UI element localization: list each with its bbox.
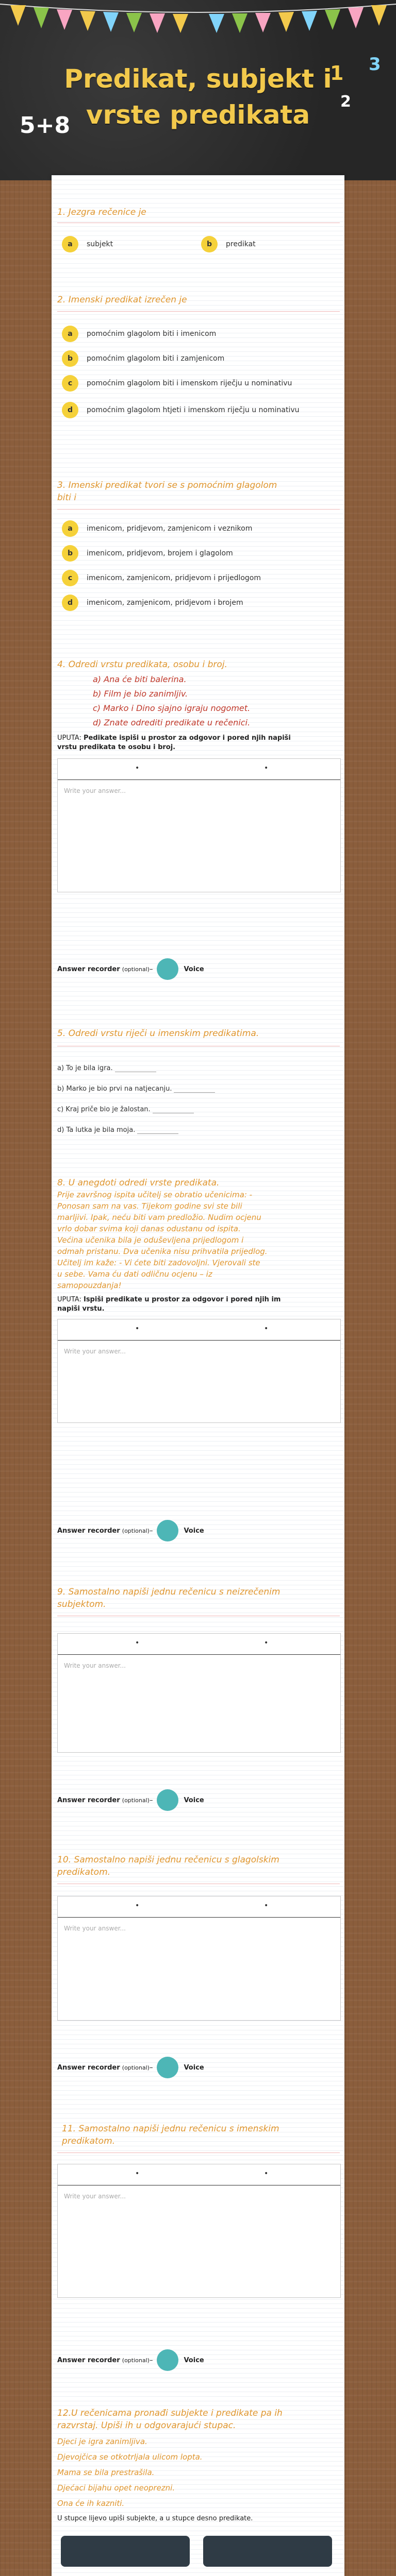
anecdote-line: odmah pristanu. Dva učenika nisu prihvatila prijedlog. <box>57 1247 268 1256</box>
anecdote-line: Većina učenika bila je oduševljena prijedlogom i <box>57 1235 244 1245</box>
question-3-text <box>57 479 340 504</box>
answer-placeholder: Write your answer... <box>64 2193 126 2200</box>
recorder-optional: (optional) <box>122 2064 150 2071</box>
recorder-voice: Voice <box>184 1527 204 1535</box>
question-1-text: 1. Jezgra rečenice je <box>57 207 146 217</box>
answer-toolbar: • • <box>58 1319 340 1341</box>
recorder-optional: (optional) <box>122 1797 150 1804</box>
recorder-label: Answer recorder <box>57 1527 120 1535</box>
fill-blank[interactable] <box>137 1133 178 1134</box>
option-label: predikat <box>226 240 256 248</box>
recorder-dash: – <box>149 2063 153 2072</box>
option-badge: a <box>62 326 78 342</box>
q10-answer-box[interactable] <box>57 1896 341 2021</box>
option-label: pomoćnim glagolom htjeti i imenskom riječju u nominativu <box>87 406 300 414</box>
q2-option-d[interactable] <box>62 402 340 418</box>
answer-placeholder: Write your answer... <box>64 787 126 794</box>
recorder-voice: Voice <box>184 1796 204 1804</box>
q9-answer-box[interactable] <box>57 1633 341 1753</box>
instruction-prefix: UPUTA: <box>57 734 84 742</box>
bunting-decoration <box>0 0 396 36</box>
question-11-line-1: 11. Samostalno napiši jednu rečenicu s imenskim <box>62 2124 279 2134</box>
question-4-text: 4. Odredi vrstu predikata, osobu i broj. <box>57 659 227 670</box>
recorder-voice: Voice <box>184 2063 204 2072</box>
recorder-dash: – <box>149 1796 153 1804</box>
q3-option-b[interactable] <box>62 545 340 562</box>
fill-blank[interactable] <box>115 1071 156 1072</box>
option-badge: b <box>62 350 78 367</box>
option-label: imenicom, zamjenicom, pridjevom i prijedlogom <box>87 574 261 582</box>
question-3-line-1: 3. Imenski predikat tvori se s pomoćnim glagolom <box>57 480 277 490</box>
recorder-dash: – <box>149 2356 153 2364</box>
recorder-label: Answer recorder <box>57 2356 120 2364</box>
q2-option-a[interactable] <box>62 326 340 342</box>
question-2-text: 2. Imenski predikat izrečen je <box>57 295 187 305</box>
chalk-number-3: 3 <box>369 54 381 75</box>
recorder-optional: (optional) <box>122 1527 150 1534</box>
question-3-line-2: biti i <box>57 493 77 503</box>
answer-toolbar: • • <box>58 759 340 780</box>
question-9-line-2: subjektom. <box>57 1599 106 1609</box>
question-12-text <box>57 2407 340 2432</box>
option-label: pomoćnim glagolom biti i zamjenicom <box>87 354 225 363</box>
q3-option-c[interactable] <box>62 570 340 586</box>
sentence: Djećaci bijahu opet neoprezni. <box>57 2483 175 2493</box>
instruction-line-2: napiši vrstu. <box>57 1305 105 1313</box>
q5-item-d[interactable] <box>57 1126 178 1134</box>
option-label: subjekt <box>87 240 113 248</box>
chalk-math-left: 5+8 <box>20 112 71 139</box>
q4-item-d: d) Znate odrediti predikate u rečenici. <box>93 718 251 727</box>
sentence: Mama se bila prestrašila. <box>57 2468 155 2477</box>
question-9-text <box>57 1586 340 1611</box>
q4-instruction <box>57 734 340 752</box>
question-11-text <box>62 2123 344 2147</box>
chalk-number-1: 1 <box>330 62 344 84</box>
option-badge: a <box>62 236 78 252</box>
record-button[interactable] <box>157 2057 178 2078</box>
q2-option-b[interactable] <box>62 350 340 367</box>
q3-option-a[interactable] <box>62 520 340 537</box>
anecdote-line: u sebe. Vama ću dati odličnu ocjenu – iz <box>57 1269 212 1279</box>
fill-blank[interactable] <box>174 1092 215 1093</box>
recorder-voice: Voice <box>184 965 204 973</box>
recorder-voice: Voice <box>184 2356 204 2364</box>
q11-answer-box[interactable] <box>57 2164 341 2298</box>
answer-toolbar: • • <box>58 1634 340 1655</box>
q3-option-d[interactable] <box>62 595 340 611</box>
chalk-number-2: 2 <box>340 93 351 111</box>
anecdote-line: Prije završnog ispita učitelj se obratio učenicima: - <box>57 1190 253 1199</box>
answer-placeholder: Write your answer... <box>64 1662 126 1669</box>
record-button[interactable] <box>157 1520 178 1541</box>
answer-placeholder: Write your answer... <box>64 1925 126 1932</box>
recorder-optional: (optional) <box>122 965 150 973</box>
option-badge: c <box>62 570 78 586</box>
option-label: pomoćnim glagolom biti i imenicom <box>87 330 217 338</box>
question-10-text <box>57 1854 340 1878</box>
q8-answer-box[interactable] <box>57 1319 341 1423</box>
anecdote-line: Ponosan sam na vas. Tijekom godine svi ste bili <box>57 1201 242 1211</box>
q1-option-b[interactable] <box>201 236 256 252</box>
sentence: Ona će ih kazniti. <box>57 2499 125 2508</box>
q5-item-b[interactable] <box>57 1085 215 1093</box>
q12-sentences <box>57 2434 340 2511</box>
instruction-line-1: Pedikate ispiši u prostor za odgovor i pored njih napiši <box>83 734 291 742</box>
q12-note: U stupce lijevo upiši subjekte, a u stupce desno predikate. <box>57 2515 253 2522</box>
q4-item-a: a) Ana će biti balerina. <box>93 674 187 684</box>
anecdote-line: Učitelj im kaže: - Vi ćete biti zadovoljni. Vjerovali ste <box>57 1258 260 1267</box>
answer-toolbar: • • <box>58 2164 340 2185</box>
q11-answer-recorder[interactable] <box>57 2349 204 2371</box>
recorder-label: Answer recorder <box>57 1796 120 1804</box>
q4-answer-recorder[interactable] <box>57 958 204 980</box>
q10-answer-recorder[interactable] <box>57 2057 204 2078</box>
divider <box>57 311 340 312</box>
title-line-2: vrste predikata <box>86 100 310 130</box>
recorder-optional: (optional) <box>122 2357 150 2364</box>
q9-answer-recorder[interactable] <box>57 1789 204 1811</box>
recorder-label: Answer recorder <box>57 965 120 973</box>
fill-blank[interactable] <box>153 1112 194 1113</box>
record-button[interactable] <box>157 2349 178 2371</box>
divider <box>57 509 340 510</box>
q1-option-a[interactable] <box>62 236 113 252</box>
item-text: a) To je bila igra. <box>57 1064 113 1072</box>
option-label: pomoćnim glagolom biti i imenskom riječju u nominativu <box>87 379 292 387</box>
option-badge: b <box>201 236 218 252</box>
question-11-line-2: predikatom. <box>62 2136 116 2146</box>
q8-instruction <box>57 1295 340 1314</box>
record-button[interactable] <box>157 958 178 980</box>
record-button[interactable] <box>157 1789 178 1811</box>
subject-column-header <box>61 2536 190 2567</box>
sentence: Djevojčica se otkotrljala ulicom lopta. <box>57 2452 203 2462</box>
item-text: d) Ta lutka je bila moja. <box>57 1126 136 1134</box>
q4-answer-box[interactable] <box>57 758 341 892</box>
instruction-prefix: UPUTA: <box>57 1296 84 1303</box>
option-label: imenicom, pridjevom, zamjenicom i veznikom <box>87 524 253 533</box>
recorder-dash: – <box>149 1527 153 1535</box>
question-12-line-1: 12.U rečenicama pronađi subjekte i predikate pa ih <box>57 2408 283 2418</box>
q8-answer-recorder[interactable] <box>57 1520 204 1541</box>
anecdote-line: samopouzdanja! <box>57 1281 122 1290</box>
predicate-column-header <box>203 2536 332 2567</box>
anecdote-line: vrlo dobar svima koji danas odustanu od ispita. <box>57 1224 241 1233</box>
question-8-text: 8. U anegdoti odredi vrste predikata. <box>57 1178 220 1188</box>
answer-placeholder: Write your answer... <box>64 1348 126 1355</box>
question-10-line-2: predikatom. <box>57 1867 111 1877</box>
option-badge: d <box>62 402 78 418</box>
question-12-line-2: razvrstaj. Upiši ih u odgovarajući stupac. <box>57 2420 236 2431</box>
instruction-line-2: vrstu predikata te osobu i broj. <box>57 743 176 751</box>
item-text: b) Marko je bio prvi na natjecanju. <box>57 1085 172 1093</box>
instruction-line-1: Ispiši predikate u prostor za odgovor i pored njih im <box>83 1296 281 1303</box>
question-10-line-1: 10. Samostalno napiši jednu rečenicu s glagolskim <box>57 1855 279 1865</box>
anecdote-line: marljivi. Ipak, neću biti vam predložio. Nudim ocjenu <box>57 1213 261 1222</box>
q5-item-c[interactable] <box>57 1106 194 1113</box>
option-badge: c <box>62 375 78 392</box>
recorder-dash: – <box>149 965 153 973</box>
sentence: Djeci je igra zanimljiva. <box>57 2437 147 2446</box>
q4-item-c: c) Marko i Dino sjajno igraju nogomet. <box>93 703 251 713</box>
answer-toolbar: • • <box>58 1896 340 1918</box>
question-5-text: 5. Odredi vrstu riječi u imenskim predikatima. <box>57 1028 259 1039</box>
option-badge: a <box>62 520 78 537</box>
q5-item-a[interactable] <box>57 1064 156 1072</box>
recorder-label: Answer recorder <box>57 2063 120 2072</box>
option-badge: d <box>62 595 78 611</box>
option-label: imenicom, zamjenicom, pridjevom i brojem <box>87 599 243 607</box>
header-chalkboard <box>0 0 396 180</box>
title-line-1: Predikat, subjekt i <box>64 64 332 94</box>
option-label: imenicom, pridjevom, brojem i glagolom <box>87 549 233 557</box>
question-9-line-1: 9. Samostalno napiši jednu rečenicu s neizrečenim <box>57 1587 280 1597</box>
q8-anecdote <box>57 1189 340 1291</box>
q4-item-b: b) Film je bio zanimljiv. <box>93 689 188 699</box>
q2-option-c[interactable] <box>62 375 340 392</box>
item-text: c) Kraj priče bio je žalostan. <box>57 1106 151 1113</box>
option-badge: b <box>62 545 78 562</box>
